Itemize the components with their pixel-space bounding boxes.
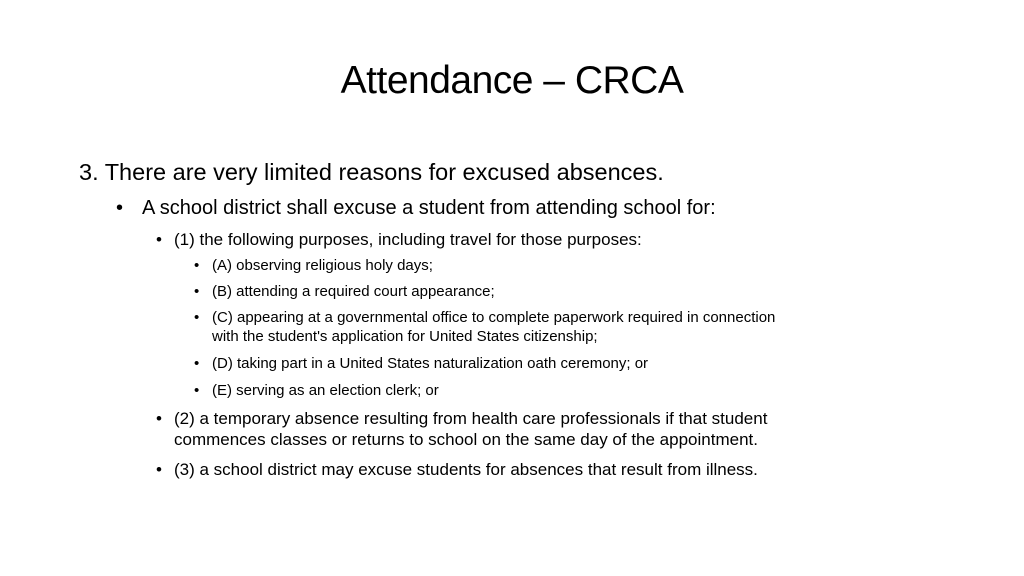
bullet-icon: • (194, 382, 200, 399)
list-item-text: (3) a school district may excuse students for absences that result from illness. (174, 460, 758, 479)
list-item-text: (A) observing religious holy days; (212, 257, 433, 274)
list-item (156, 408, 767, 451)
bullet-icon: • (194, 309, 200, 326)
sub-point (116, 196, 716, 221)
bullet-icon: • (156, 409, 162, 428)
main-point (79, 158, 664, 187)
main-point-text: 3. There are very limited reasons for excused absences. (79, 159, 664, 185)
list-item-text: (1) the following purposes, including travel for those purposes: (174, 230, 642, 249)
list-item (194, 309, 775, 347)
bullet-icon: • (116, 197, 124, 219)
list-item (194, 283, 495, 302)
list-item-text-line1: (C) appearing at a governmental office to complete paperwork required in connection (212, 309, 776, 326)
list-item (156, 459, 758, 480)
list-item-text: (B) attending a required court appearance; (212, 283, 495, 300)
list-item (194, 355, 648, 374)
bullet-icon: • (194, 355, 200, 372)
bullet-icon: • (156, 230, 162, 249)
slide-title: Attendance – CRCA (340, 59, 684, 102)
list-item-text-line2: commences classes or returns to school on the same day of the appointment. (174, 430, 758, 450)
list-item-text-line2: with the student's application for United States citizenship; (212, 327, 598, 345)
list-item-text-line1: (2) a temporary absence resulting from health care professionals if that student (174, 409, 768, 428)
list-item-text: (D) taking part in a United States naturalization oath ceremony; or (212, 355, 649, 372)
list-item (156, 229, 642, 250)
sub-point-text: A school district shall excuse a student from attending school for: (142, 197, 716, 219)
bullet-icon: • (194, 283, 200, 300)
bullet-icon: • (194, 257, 200, 274)
bullet-icon: • (156, 460, 162, 479)
list-item-text: (E) serving as an election clerk; or (212, 382, 439, 399)
list-item (194, 382, 439, 401)
list-item (194, 257, 433, 276)
